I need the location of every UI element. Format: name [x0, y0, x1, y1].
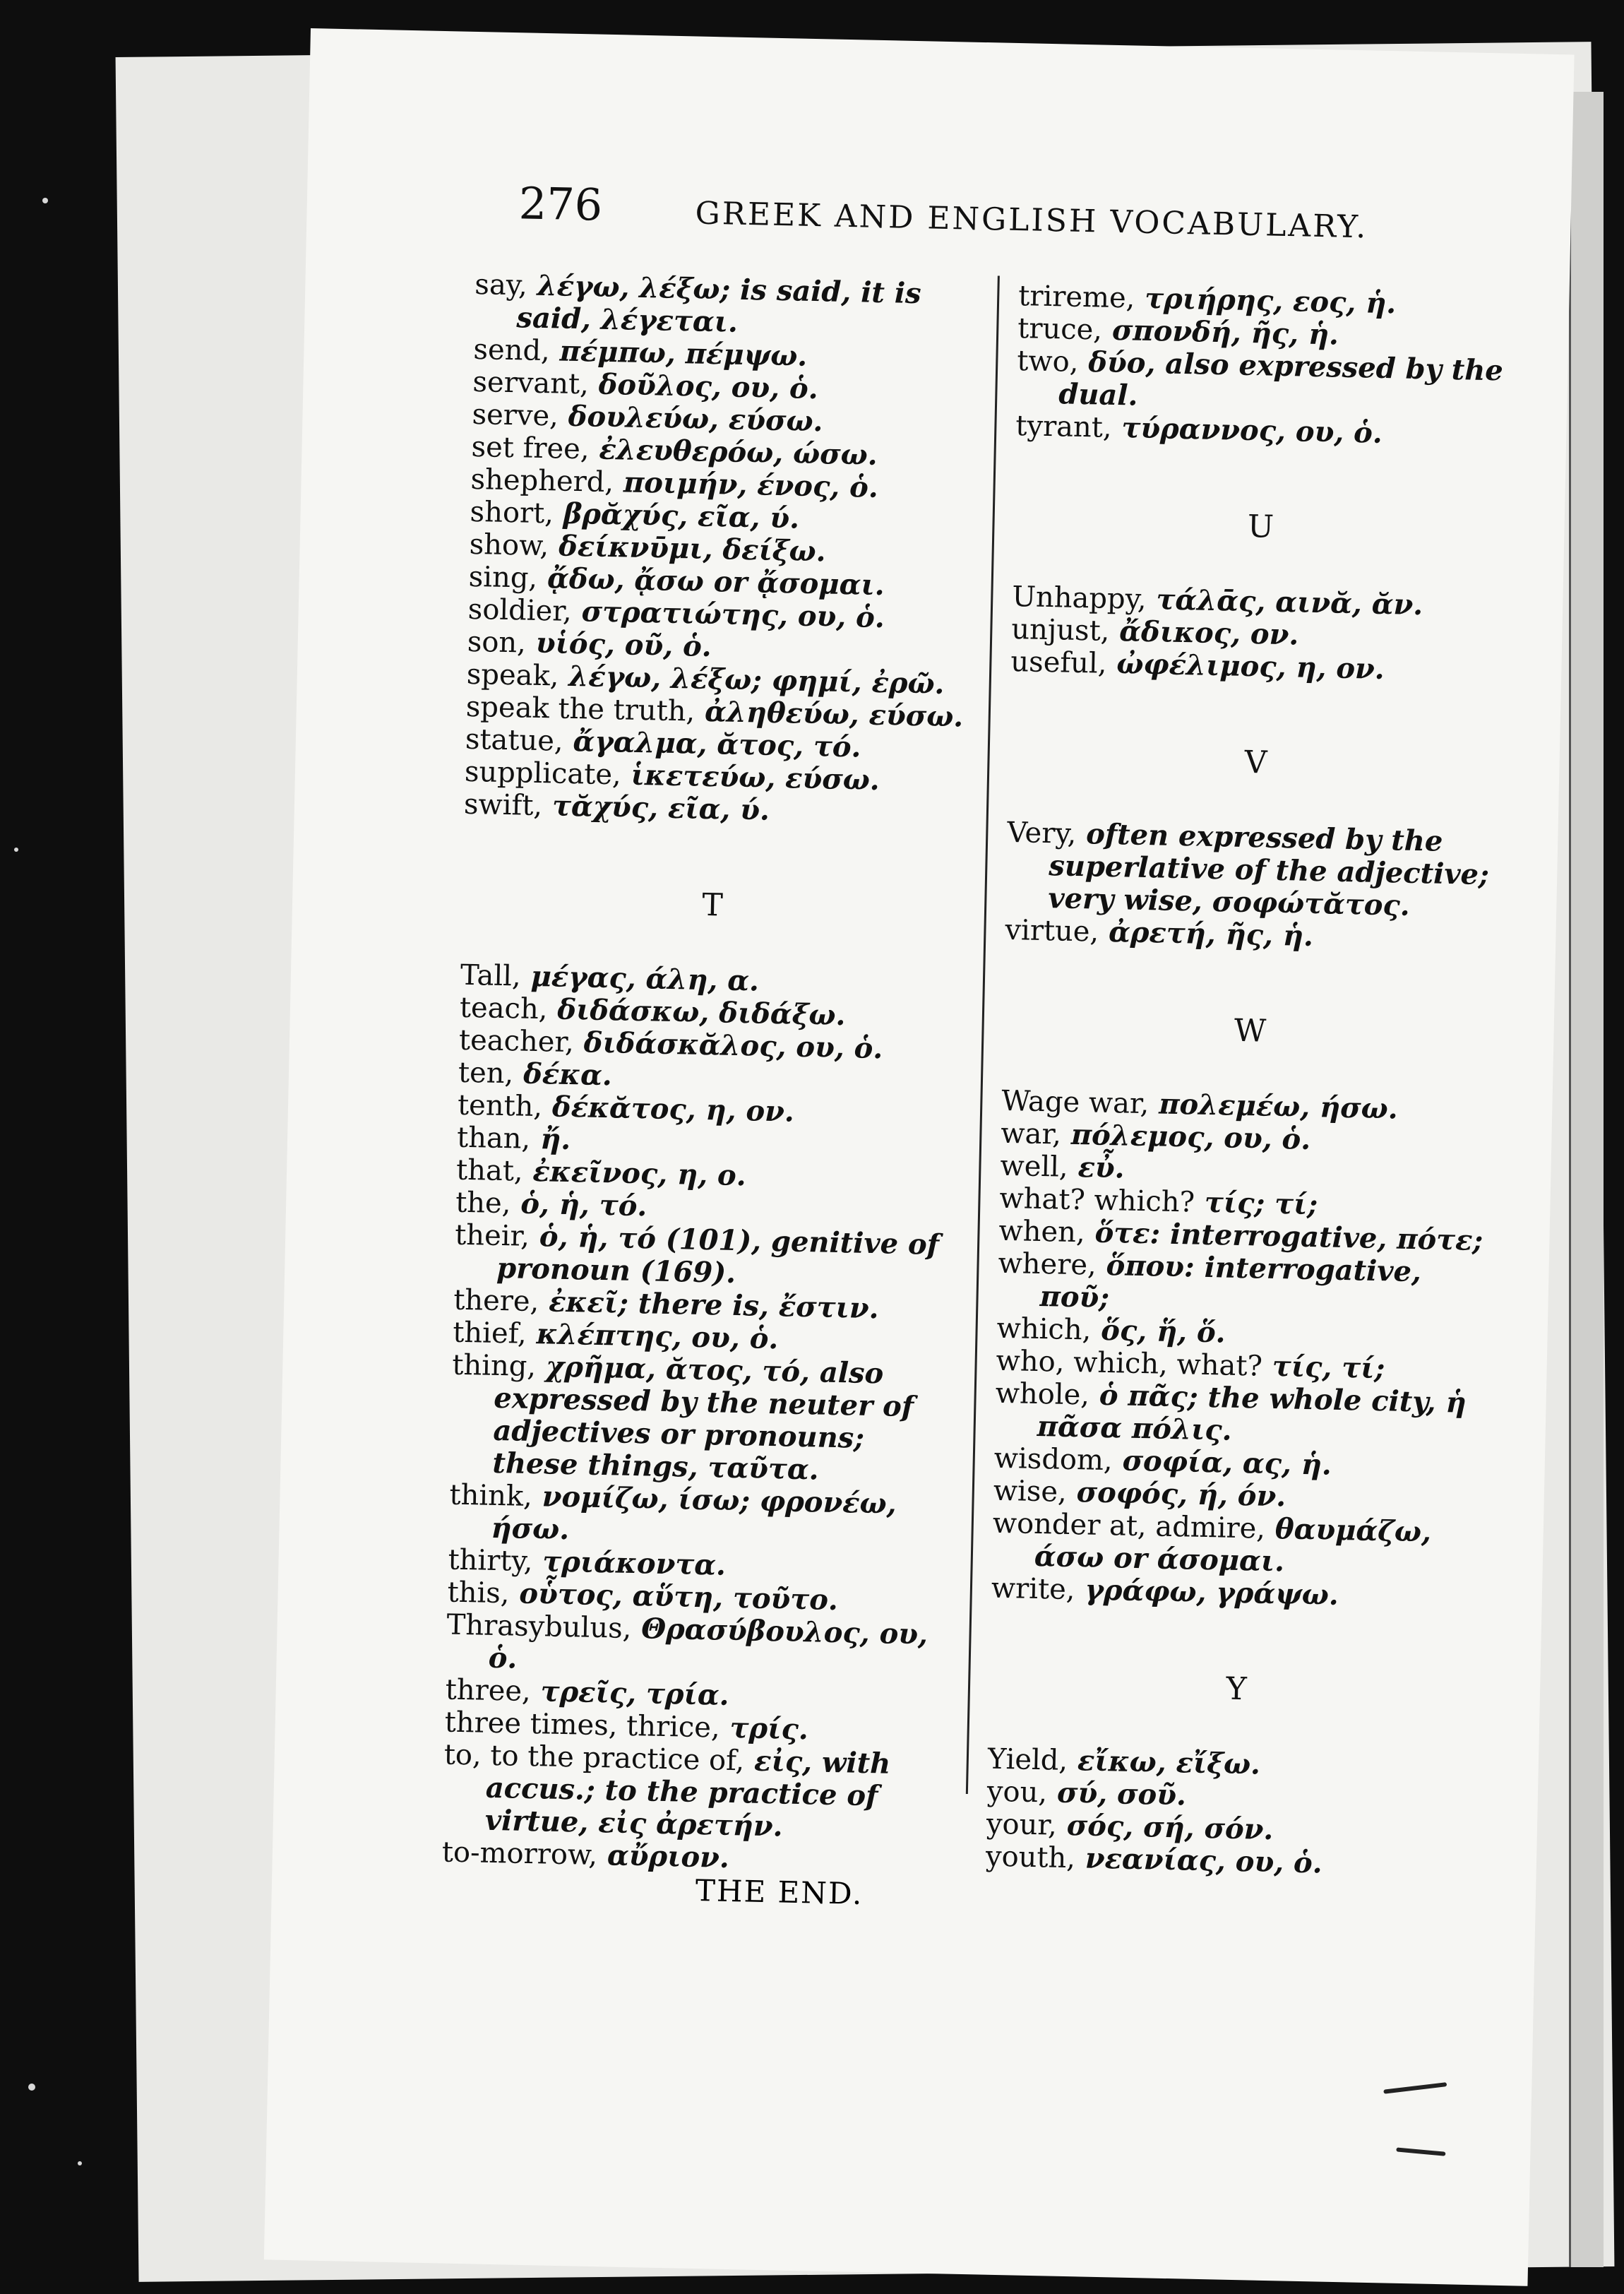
entry-definition: ποιμήν, ένος, ὁ. [613, 465, 879, 504]
entry-headword: thief, [452, 1316, 527, 1350]
vocabulary-entry [442, 1738, 945, 1846]
entry-definition: τάλᾱς, αινᾰ, ᾰν. [1146, 582, 1423, 622]
entry-headword: Yield, [987, 1742, 1068, 1777]
entry-definition: ἄγαλμα, ᾰτος, τό. [563, 724, 861, 764]
entry-definition: χρῆμα, ᾰτος, τό, also expressed by the neuter of adjectives or pronouns; these things, ταῦτα. [492, 1350, 914, 1487]
letter-heading-t: T [701, 886, 724, 924]
entry-definition: πολεμέω, ήσω. [1148, 1087, 1399, 1126]
page-number: 276 [518, 177, 603, 231]
entry-definition: διδάσκᾰλος, ου, ὁ. [573, 1026, 883, 1066]
entry-definition: εἴκω, εἴξω. [1067, 1743, 1261, 1781]
entry-headword: Thrasybulus, [446, 1608, 632, 1646]
entry-headword: write, [991, 1571, 1076, 1607]
letter-heading-u: U [1247, 508, 1274, 545]
entry-definition: αὔριον. [597, 1838, 730, 1874]
entry-definition: τίς; τί; [1194, 1185, 1318, 1222]
entry-headword: to-morrow, [441, 1836, 598, 1872]
entry-definition: εἰς, with accus.; to the practice of virtue, εἰς ἀρετήν. [484, 1744, 891, 1843]
entry-definition: τριήρης, εος, ἡ. [1134, 281, 1397, 321]
entry-headword: say, [474, 268, 528, 302]
entry-headword: think, [449, 1478, 533, 1514]
entry-headword: virtue, [1004, 913, 1099, 949]
entry-definition: ἄδικος, ον. [1109, 614, 1299, 652]
entry-definition: ὁ πᾶς; the whole city, ἡ πᾶσα πόλις. [1037, 1378, 1467, 1447]
entry-headword: Unhappy, [1011, 580, 1147, 616]
entry-definition: βρᾰχύς, εῖα, ύ. [553, 497, 800, 535]
scan-speck [42, 198, 48, 203]
entry-headword: tyrant, [1015, 410, 1113, 444]
entry-definition: ὁ, ἡ, τό (101), genitive of pronoun (169). [496, 1219, 940, 1290]
entry-definition: θαυμάζω, άσω or άσομαι. [1034, 1511, 1432, 1579]
entry-definition: τρίς. [720, 1711, 809, 1747]
entry-definition: σός, σή, σόν. [1056, 1808, 1274, 1847]
the-end: THE END. [695, 1872, 864, 1911]
entry-definition: λέγω, λέξω; is said, it is said, λέγεται. [515, 268, 922, 339]
entry-headword: set free, [471, 430, 590, 466]
entry-definition: ὅτε: interrogative, πότε; [1085, 1216, 1483, 1258]
entry-definition: δέκᾰτος, η, ον. [542, 1090, 795, 1129]
entry-headword: teach, [459, 991, 548, 1026]
entry-definition: ἐκεῖ; there is, ἔστιν. [538, 1285, 880, 1326]
entry-headword: statue, [465, 723, 564, 758]
entry-definition: πόλεμος, ου, ὁ. [1061, 1117, 1311, 1156]
entry-headword: what? which? [999, 1182, 1195, 1219]
entry-definition: εὖ. [1068, 1150, 1126, 1185]
entry-headword: three, [445, 1673, 532, 1708]
entry-definition: ἀρετή, ῆς, ἡ. [1098, 915, 1314, 953]
entry-headword: wise, [993, 1474, 1068, 1509]
letter-heading-y: Y [1225, 1670, 1248, 1708]
entry-definition: σοφία, ας, ἡ. [1112, 1444, 1332, 1482]
left-column [441, 268, 976, 1879]
entry-definition: ἐκεῖνος, η, ο. [523, 1154, 747, 1193]
vocabulary-entry [1016, 345, 1512, 420]
entry-definition: Θρασύβουλος, ου, ὁ. [488, 1612, 929, 1675]
entry-headword: when, [998, 1214, 1086, 1249]
entry-definition: πέμπω, πέμψω. [549, 334, 808, 373]
running-title: GREEK AND ENGLISH VOCABULARY. [695, 195, 1368, 246]
entry-definition: τριάκοντα. [532, 1545, 727, 1582]
entry-definition: στρατιώτης, ου, ὁ. [571, 594, 885, 635]
entry-definition: νομίζω, ίσω; φρονέω, ήσω. [491, 1480, 897, 1547]
entry-headword: wonder at, admire, [992, 1506, 1266, 1545]
entry-headword: three times, thrice, [444, 1706, 721, 1745]
entry-headword: show, [469, 528, 549, 563]
entry-headword: Wage war, [1001, 1084, 1150, 1121]
entry-headword: there, [453, 1283, 539, 1319]
vocabulary-entry [991, 1507, 1487, 1583]
entry-headword: whole, [995, 1377, 1090, 1412]
y-entries [986, 1743, 1483, 1884]
ink-mark [1396, 2147, 1445, 2156]
entry-headword: soldier, [467, 593, 573, 628]
entry-headword: servant, [472, 365, 590, 401]
entry-headword: youth, [985, 1840, 1076, 1875]
scan-speck [28, 2084, 35, 2091]
entry-definition: λέγω, λέξω; φημί, ἐρῶ. [558, 659, 945, 701]
vocabulary-entry [446, 1609, 948, 1684]
entry-headword: tenth, [457, 1088, 543, 1124]
book-page [264, 28, 1575, 2286]
entry-headword: useful, [1010, 645, 1107, 680]
letter-heading-w: W [1234, 1012, 1267, 1050]
entry-headword: thirty, [448, 1543, 533, 1579]
entry-definition: υἱός, οῦ, ὁ. [525, 626, 712, 664]
entry-headword: Very, [1006, 816, 1077, 850]
entry-headword: short, [470, 495, 554, 530]
entry-definition: δέκα. [513, 1057, 613, 1093]
entry-definition: δείκνῡμι, δείξω. [548, 529, 827, 569]
scan-speck [78, 2161, 82, 2165]
entry-headword: your, [986, 1807, 1058, 1842]
entry-definition: τρεῖς, τρία. [530, 1675, 730, 1712]
vocabulary-entry [997, 1247, 1493, 1323]
entry-headword: serve, [472, 398, 559, 433]
vocabulary-entry [454, 1219, 957, 1295]
vocabulary-entry [994, 1377, 1490, 1453]
entry-headword: sing, [468, 560, 538, 595]
entry-headword: thing, [451, 1348, 537, 1384]
entry-definition: δοῦλος, ου, ὁ. [588, 367, 819, 406]
entry-definition: διδάσκω, διδάξω. [547, 992, 846, 1033]
entry-definition: σοφός, ή, όν. [1066, 1475, 1286, 1514]
entry-headword: speak, [466, 658, 559, 693]
entry-headword: their, [454, 1218, 530, 1253]
entry-headword: truce, [1017, 312, 1103, 347]
w-entries [991, 1085, 1495, 1615]
entry-definition: σύ, σοῦ. [1046, 1776, 1187, 1812]
entry-headword: send, [473, 333, 551, 368]
ink-mark [1383, 2082, 1447, 2094]
entry-headword: than, [456, 1121, 531, 1155]
entry-definition: τίς, τί; [1262, 1349, 1385, 1386]
entry-headword: the, [455, 1186, 511, 1220]
entry-definition: σπονδή, ῆς, ἡ. [1101, 313, 1339, 352]
entry-definition: τύραννος, ου, ὁ. [1111, 410, 1383, 450]
letter-heading-v: V [1244, 744, 1267, 781]
entry-definition: ἐλευθερόω, ώσω. [589, 432, 878, 472]
vocabulary-entry [450, 1349, 954, 1490]
entry-definition: νεανίας, ου, ὁ. [1075, 1841, 1323, 1880]
entry-headword: two, [1016, 345, 1079, 379]
entry-headword: teacher, [458, 1023, 575, 1059]
entry-headword: Tall, [460, 958, 522, 993]
vocabulary-entry [474, 268, 977, 344]
entry-definition: ὁ, ἡ, τό. [510, 1187, 647, 1223]
entry-headword: you, [986, 1775, 1048, 1809]
entry-definition: ἤ. [530, 1122, 571, 1157]
entry-headword: shepherd, [470, 463, 614, 499]
entry-headword: swift, [463, 788, 543, 823]
t-entries [441, 959, 962, 1879]
entry-definition: ὅπου: interrogative, ποῦ; [1039, 1248, 1422, 1315]
v-entries [1005, 816, 1502, 957]
entry-headword: war, [1000, 1117, 1062, 1151]
entry-headword: to, to the practice of, [443, 1738, 745, 1778]
scan-speck [14, 848, 18, 852]
entry-headword: unjust, [1010, 612, 1110, 648]
page-header [518, 177, 1606, 285]
entry-definition: τᾰχύς, εῖα, ύ. [542, 789, 770, 827]
entry-headword: ten, [458, 1056, 514, 1090]
entry-headword: son, [467, 625, 527, 660]
entry-definition: ὅς, ἥ, ὅ. [1090, 1313, 1226, 1350]
entry-headword: who, which, what? [996, 1344, 1263, 1383]
entry-definition: γράφω, γράψω. [1075, 1573, 1339, 1612]
vocabulary-entry [448, 1479, 951, 1555]
right-column [986, 280, 1513, 1883]
entry-headword: speak the truth, [465, 690, 695, 728]
entry-headword: where, [998, 1247, 1097, 1282]
entry-definition: ἀληθεύω, εύσω. [694, 694, 964, 734]
entry-headword: which, [996, 1312, 1092, 1347]
entry-definition: οὗτος, αὕτη, τοῦτο. [509, 1576, 839, 1617]
page-edge [1569, 92, 1604, 2267]
entry-headword: that, [455, 1153, 524, 1188]
entry-headword: supplicate, [464, 755, 622, 792]
u-entries [1010, 581, 1507, 689]
vocabulary-entry [1005, 816, 1502, 925]
entry-headword: this, [447, 1576, 511, 1610]
entry-definition: δύο, also expressed by the dual. [1058, 345, 1504, 412]
t-entries-continued [1015, 280, 1513, 453]
entry-definition: ᾄδω, ᾄσω or ᾄσομαι. [537, 561, 885, 602]
s-entries [464, 268, 977, 831]
entry-definition: μέγας, άλη, α. [520, 959, 760, 998]
entry-headword: trireme, [1017, 280, 1135, 315]
entry-headword: well, [999, 1149, 1069, 1184]
entry-definition: κλέπτης, ου, ὁ. [526, 1317, 779, 1356]
entry-definition: ἱκετεύω, εύσω. [621, 758, 880, 797]
entry-definition: ὠφέλιμος, η, ον. [1106, 646, 1385, 687]
entry-definition: δουλεύω, εύσω. [558, 399, 823, 439]
entry-headword: wisdom, [993, 1442, 1113, 1478]
entry-definition: often expressed by the superlative of the adjective; very wise, σοφώτᾰτος. [1047, 816, 1490, 922]
